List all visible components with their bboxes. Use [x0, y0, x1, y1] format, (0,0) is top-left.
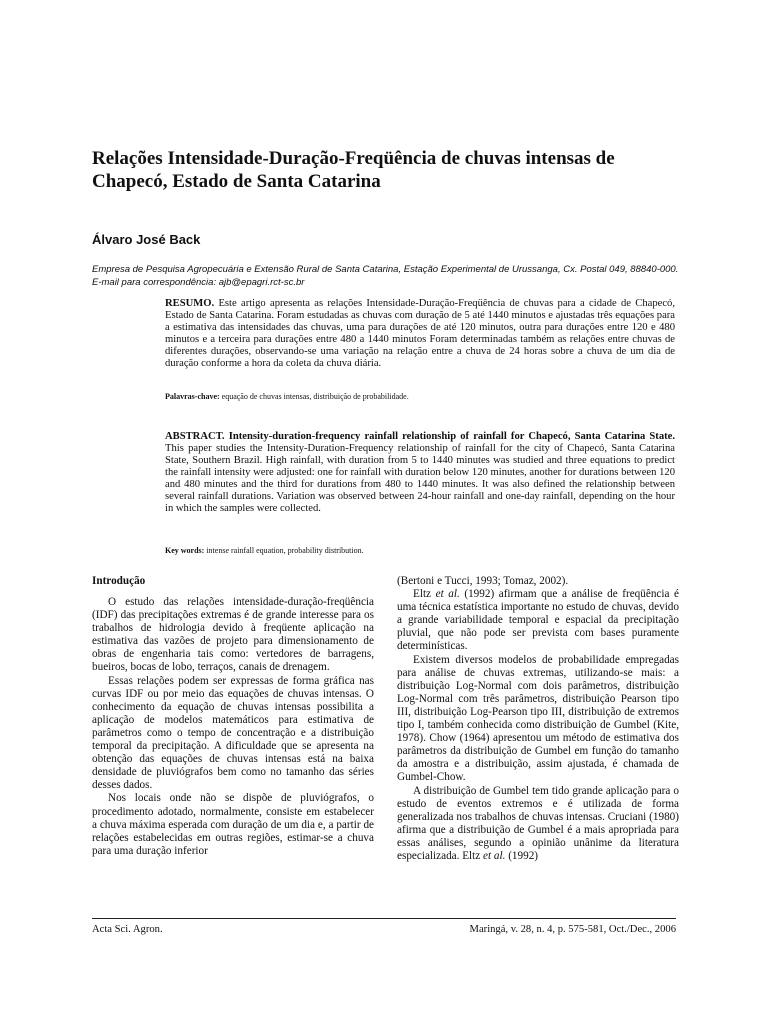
palavras-chave-label: Palavras-chave:: [165, 392, 220, 401]
paragraph: Essas relações podem ser expressas de forma gráfica nas curvas IDF ou por meio das equações de chuvas intensas. O conhecimento da equação de chuvas intensas possibilita a aplicação de modelos matemáticos para estimativa de parâmetros como o tempo de concentração e a distribuição temporal da precipitação. A dificuldade que se apresenta na obtenção das equações de chuvas intensas está na baixa densidade de pluviógrafos bem como no tamanho das séries desses dados.: [92, 674, 374, 792]
et-al-text: et al.: [435, 588, 460, 601]
paragraph-text: Eltz: [413, 588, 432, 601]
palavras-chave-text: equação de chuvas intensas, distribuição de probabilidade.: [221, 392, 409, 401]
paragraph-text: (1992): [508, 849, 539, 862]
resumo-block: [165, 298, 675, 370]
et-al-text: et al.: [483, 849, 506, 862]
footer-divider: [92, 918, 676, 919]
key-words-label: Key words:: [165, 546, 205, 555]
abstract-text: This paper studies the Intensity-Duration-Frequency relationship of rainfall for the city of Chapecó, Santa Catarina State, Southern Brazil. High rainfall, with duration from 5 to 1440 minutes was studied and three equations to predict the rainfall intensity were adjusted: one for rainfall with duration below 120 minutes, another for durations between 120 and 480 minutes and the third for durations from 480 to 1440 minutes. It was also defined the relationship between several rainfall durations. Variation was observed between 24-hour rainfall and one-day rainfall, depending on the hour in which the samples were collected.: [165, 443, 675, 514]
resumo-text: Este artigo apresenta as relações Intensidade-Duração-Freqüência de chuvas para a cidade de Chapecó, Estado de Santa Catarina. Foram estudadas as chuvas com duração de 5 até 1440 minutos e ajustadas três equações para a estimativa das intensidades das chuvas, uma para durações de até 120 minutos, outra para durações entre 120 e 480 minutos e a terceira para durações entre 480 a 1440 minutos Foram determinadas também as relações entre chuvas de diferentes durações, observando-se uma variação na relação entre a chuva de 24 horas sobre a chuva de um dia de duração conforme a hora da coleta da chuva diária.: [165, 298, 675, 369]
abstract-label: ABSTRACT. Intensity-duration-frequency rainfall relationship of rainfall for Chapecó, Santa Catarina State.: [165, 431, 675, 442]
author-affiliation: Empresa de Pesquisa Agropecuária e Extensão Rural de Santa Catarina, Estação Experimental de Urussanga, Cx. Postal 049, 88840-000. E-mail para correspondência: ajb@epagri.rct-sc.br: [92, 264, 679, 288]
paragraph: Nos locais onde não se dispõe de pluviógrafos, o procedimento adotado, normalmente, consiste em estabelecer a chuva máxima esperada com duração de um dia e, a partir de relações estabelecidas em outras regiões, estimar-se a chuva para uma duração inferior: [92, 792, 374, 857]
paragraph: O estudo das relações intensidade-duração-freqüência (IDF) das precipitações extremas é de grande interesse para os trabalhos de hidrologia devido à freqüente aplicação na estimativa das vazões de projeto para dimensionamento de obras de engenharia tais como: vertedores de barragens, bueiros, bocas de lobo, terraços, canais de drenagem.: [92, 596, 374, 674]
introduction-heading: Introdução: [92, 575, 146, 587]
key-words-text: intense rainfall equation, probability distribution.: [206, 546, 364, 555]
resumo-label: RESUMO.: [165, 298, 215, 309]
paper-title: Relações Intensidade-Duração-Freqüência de chuvas intensas de Chapecó, Estado de Santa Catarina: [92, 148, 615, 192]
paragraph: Existem diversos modelos de probabilidade empregadas para análise de chuvas extremas, utilizando-se mais: a distribuição Log-Normal com dois parâmetros, distribuição Log-Normal com três parâmetros, distribuição Pearson tipo III, distribuição Log-Pearson tipo III, distribuição de extremos tipo I, também conhecida como distribuição de Gumbel (Kite, 1978). Chow (1964) apresentou um método de estimativa dos parâmetros da distribuição de Gumbel em função do tamanho da amostra e a distribuição, assim ajustada, é chamada de Gumbel-Chow.: [397, 653, 679, 784]
paragraph: (Bertoni e Tucci, 1993; Tomaz, 2002).: [397, 575, 569, 587]
right-column: [397, 575, 679, 863]
paragraph: [397, 785, 679, 864]
abstract-block: [165, 431, 675, 515]
palavras-chave: [165, 392, 675, 402]
key-words: [165, 546, 675, 556]
paragraph-text: (1992) afirmam que a análise de freqüência é uma técnica estatística importante no estudo de chuvas, devido a grande variabilidade temporal e espacial da precipitação pluvial, que não pode ser prevista com bases puramente determinísticas.: [397, 588, 679, 653]
footer-journal: Acta Sci. Agron.: [92, 924, 163, 935]
footer-citation: Maringá, v. 28, n. 4, p. 575-581, Oct./Dec., 2006: [469, 924, 676, 935]
paragraph: [397, 588, 679, 653]
paragraph-text: A distribuição de Gumbel tem tido grande aplicação para o estudo de eventos extremos e é utilizada de forma generalizada nos trabalhos de chuvas intensas. Cruciani (1980) afirma que a distribuição de Gumbel é a mais apropriada para essas análises, segundo a opinião unânime da literatura especializada. Eltz: [397, 784, 679, 862]
left-column: [92, 575, 374, 858]
author-name: Álvaro José Back: [92, 232, 201, 247]
